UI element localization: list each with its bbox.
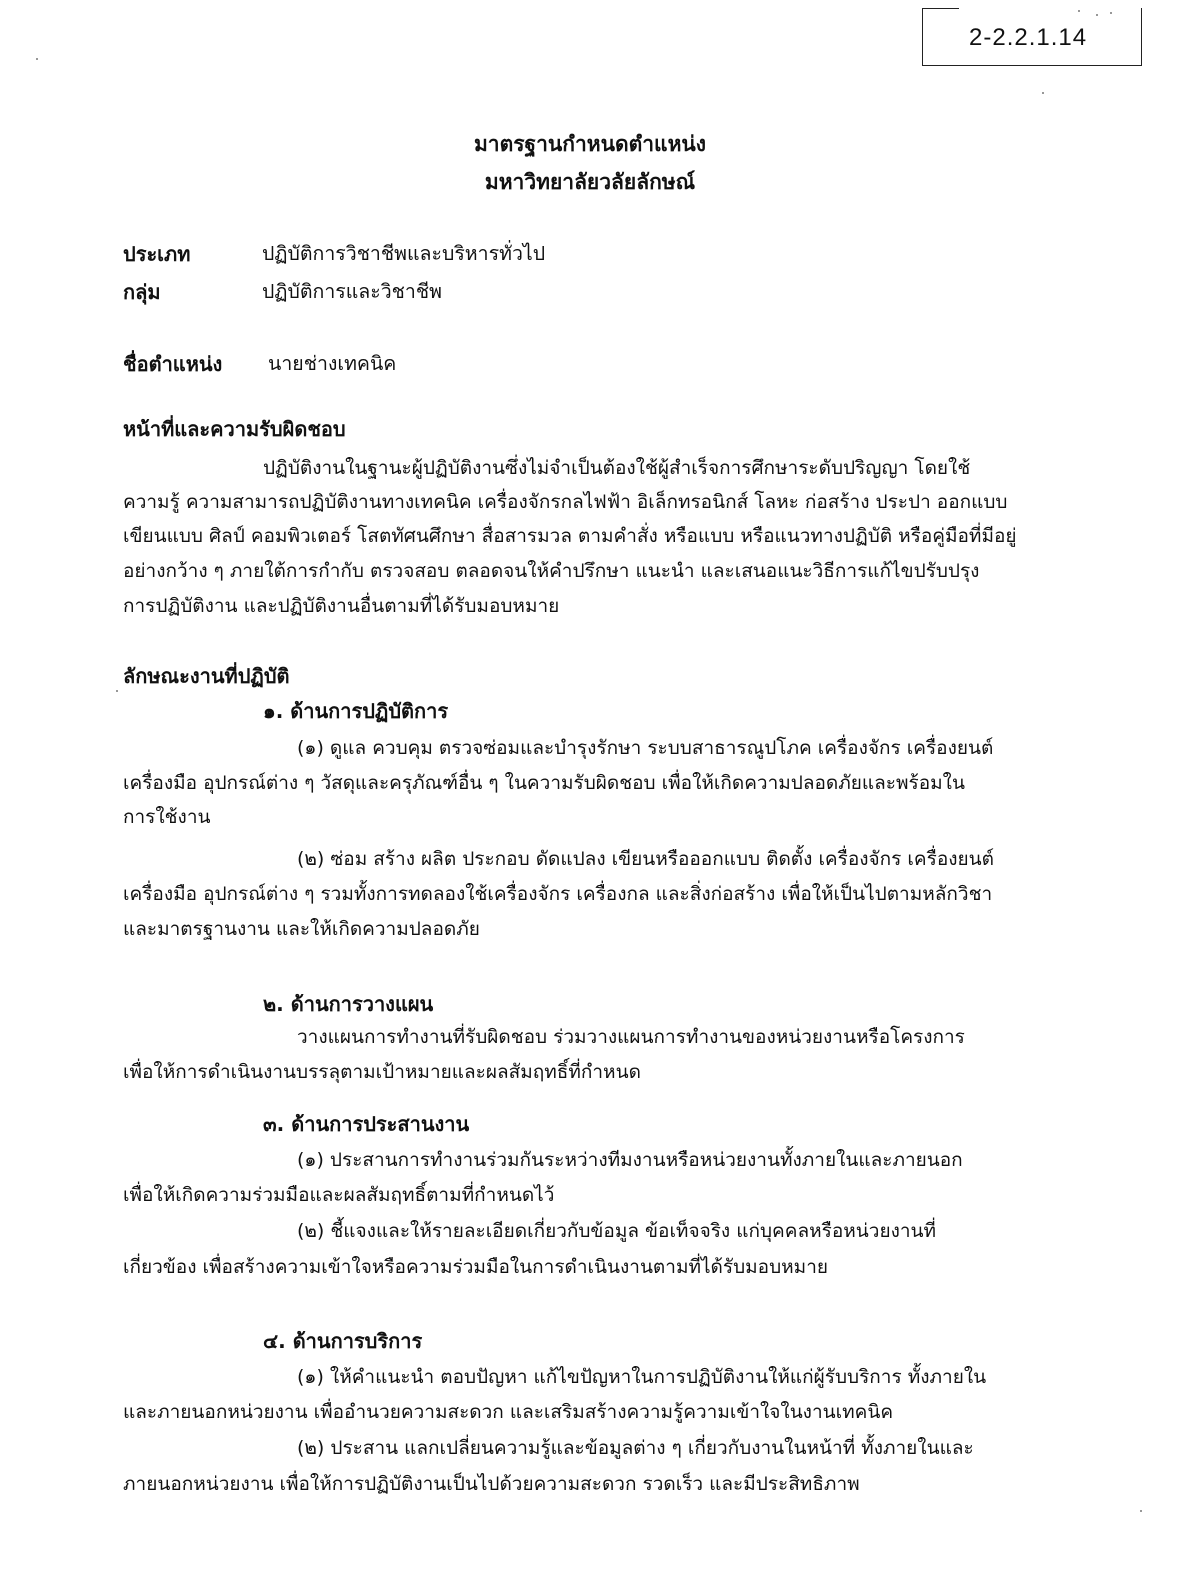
scan-speck [1096, 14, 1098, 16]
duties-line: เขียนแบบ ศิลป์ คอมพิวเตอร์ โสตทัศนศึกษา สื่อสารมวล ตามคำสั่ง หรือแบบ หรือแนวทางปฏิบัติ หรือคู่มือที่มีอยู่ [123, 525, 1017, 547]
section-1-line: เครื่องมือ อุปกรณ์ต่าง ๆ วัสดุและครุภัณฑ์อื่น ๆ ในความรับผิดชอบ เพื่อให้เกิดความปลอดภัยและพร้อมใน [123, 772, 965, 794]
scan-speck [1042, 92, 1044, 94]
section-1-heading: ๑. ด้านการปฏิบัติการ [263, 699, 449, 723]
section-4-line: (๑) ให้คำแนะนำ ตอบปัญหา แก้ไขปัญหาในการปฏิบัติงานให้แก่ผู้รับบริการ ทั้งภายใน [297, 1366, 987, 1388]
section-1-line: เครื่องมือ อุปกรณ์ต่าง ๆ รวมทั้งการทดลองใช้เครื่องจักร เครื่องกล และสิ่งก่อสร้าง เพื่อให้เป็นไปตามหลักวิชา [123, 883, 993, 905]
position-label: ชื่อตำแหน่ง [123, 352, 223, 376]
scan-speck [1110, 12, 1112, 14]
duties-line: ความรู้ ความสามารถปฏิบัติงานทางเทคนิค เครื่องจักรกลไฟฟ้า อิเล็กทรอนิกส์ โลหะ ก่อสร้าง ประปา ออกแบบ [123, 491, 1008, 513]
section-3-line: (๒) ชี้แจงและให้รายละเอียดเกี่ยวกับข้อมูล ข้อเท็จจริง แก่บุคคลหรือหน่วยงานที่ [297, 1220, 937, 1242]
duties-heading: หน้าที่และความรับผิดชอบ [123, 417, 346, 441]
section-3-line: (๑) ประสานการทำงานร่วมกันระหว่างทีมงานหรือหน่วยงานทั้งภายในและภายนอก [297, 1149, 963, 1171]
duties-line: ปฏิบัติงานในฐานะผู้ปฏิบัติงานซึ่งไม่จำเป็นต้องใช้ผู้สำเร็จการศึกษาระดับปริญญา โดยใช้ [263, 457, 971, 479]
scan-speck [116, 690, 118, 692]
section-2-line: วางแผนการทำงานที่รับผิดชอบ ร่วมวางแผนการทำงานของหน่วยงานหรือโครงการ [297, 1026, 965, 1048]
section-4-line: (๒) ประสาน แลกเปลี่ยนความรู้และข้อมูลต่าง ๆ เกี่ยวกับงานในหน้าที่ ทั้งภายในและ [297, 1437, 974, 1459]
section-1-line: (๑) ดูแล ควบคุม ตรวจซ่อมและบำรุงรักษา ระบบสาธารณูปโภค เครื่องจักร เครื่องยนต์ [297, 737, 994, 759]
code-box-top-line [923, 8, 959, 9]
scan-speck [36, 58, 38, 60]
section-1-line: และมาตรฐานงาน และให้เกิดความปลอดภัย [123, 918, 480, 940]
scan-speck [1078, 10, 1080, 12]
document-code-box [922, 8, 1142, 66]
section-3-heading: ๓. ด้านการประสานงาน [263, 1112, 470, 1136]
section-3-line: เกี่ยวข้อง เพื่อสร้างความเข้าใจหรือความร่วมมือในการดำเนินงานตามที่ได้รับมอบหมาย [123, 1256, 828, 1278]
section-2-line: เพื่อให้การดำเนินงานบรรลุตามเป้าหมายและผลสัมฤทธิ์ที่กำหนด [123, 1061, 641, 1083]
section-3-line: เพื่อให้เกิดความร่วมมือและผลสัมฤทธิ์ตามที่กำหนดไว้ [123, 1184, 555, 1206]
duties-line: การปฏิบัติงาน และปฏิบัติงานอื่นตามที่ได้รับมอบหมาย [123, 595, 560, 617]
group-value: ปฏิบัติการและวิชาชีพ [262, 280, 442, 303]
scan-speck [1140, 1510, 1142, 1512]
page-title: มาตรฐานกำหนดตำแหน่ง [473, 132, 707, 156]
section-4-heading: ๔. ด้านการบริการ [263, 1329, 423, 1353]
work-heading: ลักษณะงานที่ปฏิบัติ [123, 664, 290, 688]
section-4-line: ภายนอกหน่วยงาน เพื่อให้การปฏิบัติงานเป็นไปด้วยความสะดวก รวดเร็ว และมีประสิทธิภาพ [123, 1473, 860, 1495]
type-value: ปฏิบัติการวิชาชีพและบริหารทั่วไป [262, 242, 546, 265]
section-4-line: และภายนอกหน่วยงาน เพื่ออำนวยความสะดวก และเสริมสร้างความรู้ความเข้าใจในงานเทคนิค [123, 1401, 894, 1423]
duties-line: อย่างกว้าง ๆ ภายใต้การกำกับ ตรวจสอบ ตลอดจนให้คำปรึกษา แนะนำ และเสนอแนะวิธีการแก้ไขปรับปรุง [123, 560, 980, 582]
university-name: มหาวิทยาลัยวลัยลักษณ์ [484, 170, 696, 194]
document-code: 2-2.2.1.14 [969, 24, 1088, 51]
section-1-line: (๒) ซ่อม สร้าง ผลิต ประกอบ ดัดแปลง เขียนหรือออกแบบ ติดตั้ง เครื่องจักร เครื่องยนต์ [297, 848, 994, 870]
type-label: ประเภท [123, 242, 191, 266]
group-label: กลุ่ม [123, 280, 161, 304]
section-2-heading: ๒. ด้านการวางแผน [263, 992, 434, 1016]
section-1-line: การใช้งาน [123, 806, 211, 828]
position-value: นายช่างเทคนิค [268, 352, 397, 375]
